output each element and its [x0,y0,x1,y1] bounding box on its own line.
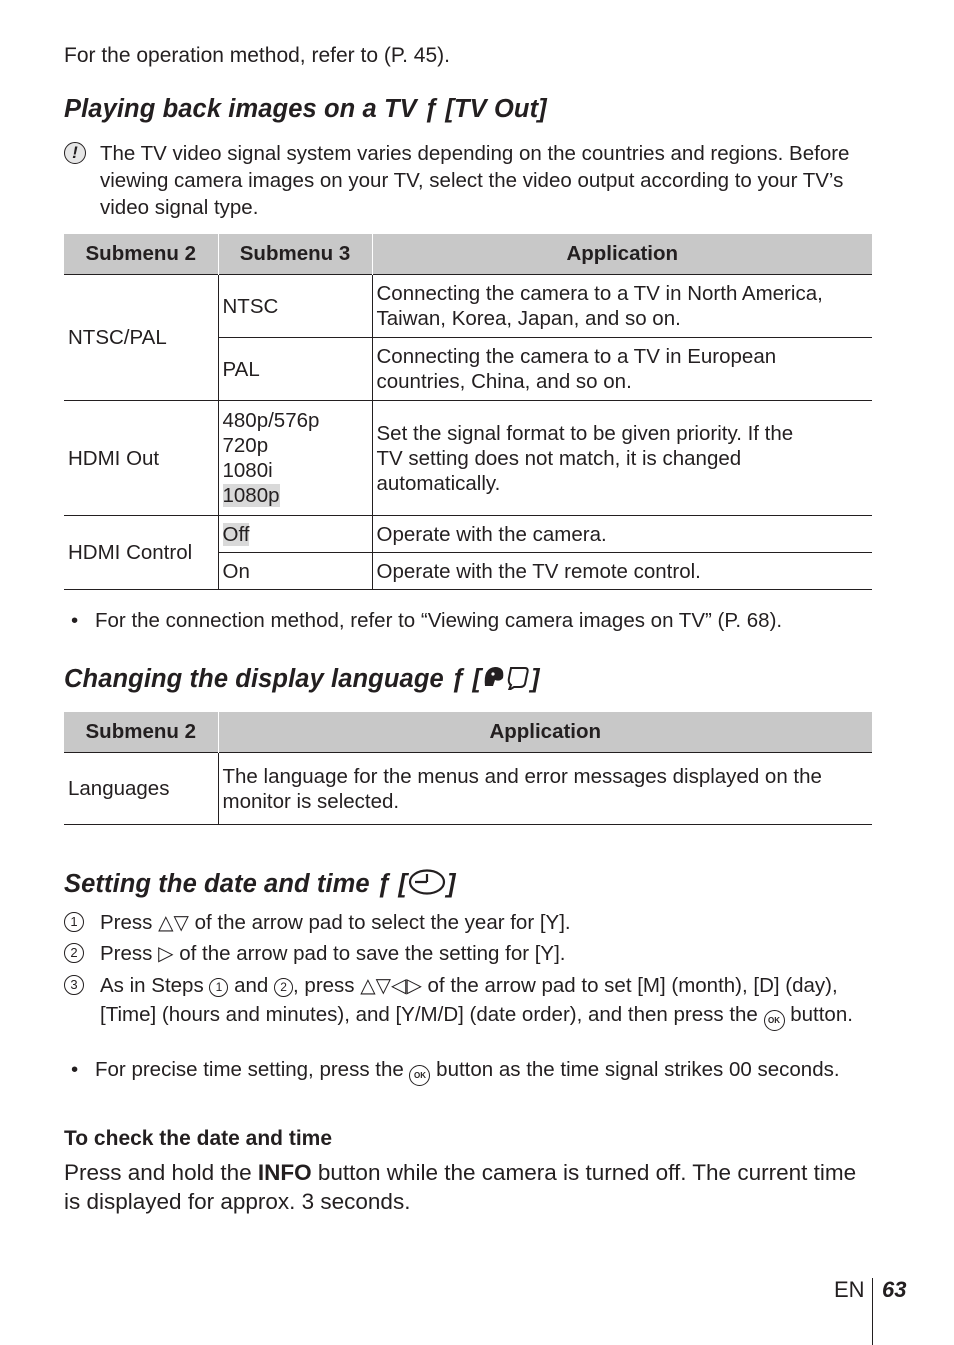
ok-button-icon: OK [764,1010,785,1031]
cell-submenu2: Languages [64,753,218,825]
step-1 [64,909,872,938]
language-table [64,712,872,825]
intro-text: For the operation method, refer to (P. 45). [64,44,450,67]
bullet-text: button as the time signal strikes 00 seconds. [436,1058,840,1081]
step-ref-1: 1 [209,978,228,997]
cell-submenu3 [218,516,372,553]
ok-button-icon: OK [409,1065,430,1086]
language-icon [481,664,531,690]
step-text: and [234,974,269,997]
option-item-default: Off [222,522,250,546]
bullet-note [64,1056,872,1086]
step-text: button. [790,1002,853,1026]
header-submenu2: Submenu 2 [64,712,218,753]
section-title-text: Setting the date and time [64,870,370,898]
custom-menu-icon: ƒ [423,95,446,123]
cell-application: Operate with the camera. [372,516,872,553]
paragraph-text: Press and hold the [64,1160,252,1185]
info-button-label: INFO [257,1160,312,1185]
bullet-dot: • [71,1058,79,1081]
cell-submenu2: HDMI Out [64,401,218,516]
cell-application: Connecting the camera to a TV in European countries, China, and so on. [372,338,872,401]
right-arrow-icon: ▷ [406,975,422,997]
right-arrow-icon: ▷ [158,943,174,965]
paragraph-text: button while the camera is turned off. The current time is displayed for approx. 3 seconds. [64,1160,857,1214]
clock-icon [407,868,447,896]
header-submenu3: Submenu 3 [218,234,372,275]
footer-divider [872,1278,873,1345]
header-application: Application [372,234,872,275]
up-arrow-icon: △ [360,975,376,997]
down-arrow-icon: ▽ [173,912,189,934]
section-title-text: Changing the display language [64,665,444,693]
step-text: , press [293,974,355,997]
table-row [64,401,872,516]
cell-submenu3-options [218,401,372,516]
step-ref-2: 2 [274,978,293,997]
section-title-text: Playing back images on a TV [64,95,417,123]
option-item-default: 1080p [222,484,280,507]
subheading: To check the date and time [64,1127,333,1150]
language-code: EN [834,1277,865,1302]
step-text: of the arrow pad to set [M] (month), [D] (day), [Time] (hours and minutes), and [Y/M/D] (date order), and then press the [100,974,838,1026]
step-text: of the arrow pad to save the setting for [Y]. [179,942,566,965]
left-arrow-icon: ◁ [391,975,407,997]
caution-icon: ! [64,142,86,164]
section-title-tv-out [64,95,547,124]
section-title-language: Changing the display language ƒ [ ] [64,665,540,693]
table-row [64,275,872,338]
step-text: Press [100,942,153,965]
cell-application: Operate with the TV remote control. [372,553,872,590]
cell-submenu3: On [218,553,372,590]
cell-submenu3: PAL [218,338,372,401]
header-submenu2: Submenu 2 [64,234,218,275]
cell-application: The language for the menus and error messages displayed on the monitor is selected. [218,753,872,825]
custom-menu-icon: ƒ [376,870,399,898]
step-text: of the arrow pad to select the year for [Y]. [194,911,571,934]
table-header-row [64,712,872,753]
option-item: 480p/576p [222,409,320,432]
bullet-text: For precise time setting, press the [95,1058,404,1081]
step-3 [64,972,872,1031]
down-arrow-icon: ▽ [375,975,392,997]
paragraph [64,1158,872,1216]
header-application: Application [218,712,872,753]
step-2 [64,940,872,969]
caution-text: The TV video signal system varies depending on the countries and regions. Before viewing camera images on your TV, select the video output according to your TV’s video signal type. [100,142,850,219]
bullet-text: For the connection method, refer to “Viewing camera images on TV” (P. 68). [95,609,783,632]
bullet-dot: • [71,609,79,632]
cell-application: Connecting the camera to a TV in North America, Taiwan, Korea, Japan, and so on. [372,275,872,338]
menu-label: [TV Out] [445,95,547,123]
table-header-row [64,234,872,275]
option-item: 1080i [222,459,273,482]
table-row [64,753,872,825]
step-number: 2 [64,943,84,963]
bullet-note [64,607,782,634]
custom-menu-icon: ƒ [450,665,473,693]
cell-submenu3: NTSC [218,275,372,338]
cell-submenu2: HDMI Control [64,516,218,590]
step-text: As in Steps [100,974,204,997]
step-number: 1 [64,912,84,932]
tv-out-table [64,234,872,590]
step-number: 3 [64,975,84,995]
up-arrow-icon: △ [158,912,174,934]
option-item: 720p [222,434,269,457]
cell-application [372,401,872,516]
section-title-datetime: Setting the date and time ƒ [ ] [64,870,456,898]
table-row [64,516,872,553]
caution-note [64,140,872,221]
application-text: Set the signal format to be given priority. If the TV setting does not match, it is changed automatically. [376,421,794,495]
cell-submenu2: NTSC/PAL [64,275,218,401]
step-text: Press [100,911,153,934]
page-number: 63 [882,1277,907,1302]
